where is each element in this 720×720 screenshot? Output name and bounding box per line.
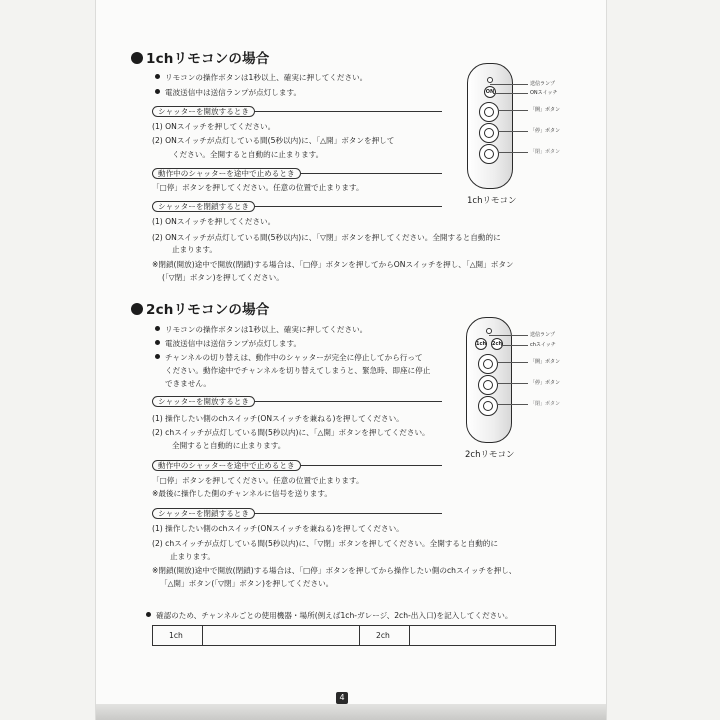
section2-bullet-3-cont-1: ください。動作途中でチャンネルを切り替えてしまうと、緊急時、即座に停止 — [165, 366, 431, 375]
callout-line — [498, 110, 528, 111]
ch2-value-cell[interactable] — [410, 626, 556, 646]
open-button-icon — [479, 102, 499, 122]
section2-close-label: シャッターを閉鎖するとき — [152, 508, 255, 519]
scan-shadow — [96, 704, 606, 720]
section2-note-1: ※閉鎖(開放)途中で開放(閉鎖)する場合は、「□停」ボタンを押してから操作したい側のchスイッチを押し、 — [152, 566, 517, 575]
section2-close-line-1: (1) 操作したい側のchスイッチ(ONスイッチを兼ねる)を押してください。 — [152, 524, 404, 533]
callout-line — [497, 383, 528, 384]
section1-open-label: シャッターを開放するとき — [152, 106, 255, 117]
send-lamp-icon — [487, 77, 493, 83]
section2-stop-line-2: ※最後に操作した側のチャンネルに信号を送ります。 — [152, 489, 332, 498]
section1-stop-label: 動作中のシャッターを途中で止めるとき — [152, 168, 301, 179]
section2-bullet-3: チャンネルの切り替えは、動作中のシャッターが完全に停止してから行って — [155, 353, 423, 363]
section1-close-line-3: 止まります。 — [172, 245, 217, 254]
callout-on-switch: ONスイッチ — [530, 90, 558, 96]
open-button-icon — [478, 354, 498, 374]
page-number: 4 — [336, 692, 348, 704]
close-button-icon — [479, 144, 499, 164]
section1-open-line-1: (1) ONスイッチを押してください。 — [152, 122, 276, 131]
section2-open-line-3: 全開すると自動的に止まります。 — [172, 441, 286, 450]
section1-note-1: ※閉鎖(開放)途中で開放(閉鎖)する場合は、「□停」ボタンを押してからONスイッチを押し、「△開」ボタン — [152, 260, 514, 269]
callout-line — [498, 152, 528, 153]
ch2-label-cell: 2ch — [360, 626, 410, 646]
ch2-switch-button — [491, 338, 503, 350]
ch1-switch-label: 1ch — [476, 341, 487, 347]
ch2-switch-label: 2ch — [492, 341, 503, 347]
section2-close-line-3: 止まります。 — [170, 552, 215, 561]
callout-send-lamp: 送信ランプ — [530, 332, 556, 338]
callout-line — [489, 335, 528, 336]
section2-bullet-2: 電波送信中は送信ランプが点灯します。 — [155, 339, 301, 349]
callout-close-button: 「閉」ボタン — [530, 149, 561, 155]
callout-line — [498, 131, 528, 132]
section1-heading-text: 1chリモコンの場合 — [146, 51, 270, 67]
section2-open-line-2: (2) chスイッチが点灯している間(5秒以内)に、「△開」ボタンを押してください。 — [152, 428, 430, 437]
section1-stop-line-1: 「□停」ボタンを押してください。任意の位置で止まります。 — [152, 183, 364, 192]
on-switch-button — [484, 86, 496, 98]
section1-open-line-2: (2) ONスイッチが点灯している間(5秒以内)に、「△開」ボタンを押して — [152, 136, 395, 145]
ch1-label-cell: 1ch — [153, 626, 203, 646]
callout-stop-button: 「停」ボタン — [530, 380, 561, 386]
section2-open-line-1: (1) 操作したい側のchスイッチ(ONスイッチを兼ねる)を押してください。 — [152, 414, 404, 423]
on-switch-label: ON — [485, 89, 495, 95]
record-instruction: 確認のため、チャンネルごとの使用機器・場所(例えば1ch-ガレージ、2ch-出入口)を記入してください。 — [146, 611, 512, 621]
section1-close-label: シャッターを閉鎖するとき — [152, 201, 255, 212]
section1-note-2: (「▽閉」ボタン)を押してください。 — [162, 273, 284, 282]
channel-record-table — [152, 625, 556, 646]
section1-heading — [131, 47, 270, 67]
send-lamp-icon — [486, 328, 492, 334]
section1-close-line-1: (1) ONスイッチを押してください。 — [152, 217, 276, 226]
section2-heading-text: 2chリモコンの場合 — [146, 302, 270, 318]
section2-note-2: 「△開」ボタン(「▽閉」ボタン)を押してください。 — [160, 579, 334, 588]
heading-bullet-icon — [131, 303, 143, 315]
section2-bullet-3-cont-2: できません。 — [165, 379, 212, 388]
section1-open-line-3: ください。全開すると自動的に止まります。 — [172, 150, 324, 159]
callout-line — [497, 404, 528, 405]
callout-line — [501, 345, 528, 346]
callout-open-button: 「開」ボタン — [530, 107, 561, 113]
ch1-value-cell[interactable] — [203, 626, 360, 646]
section1-bullet-2: 電波送信中は送信ランプが点灯します。 — [155, 88, 301, 98]
stop-button-icon — [479, 123, 499, 143]
callout-close-button: 「閉」ボタン — [530, 401, 561, 407]
remote-1ch-caption: 1chリモコン — [467, 196, 517, 206]
callout-open-button: 「開」ボタン — [530, 359, 561, 365]
section2-stop-label: 動作中のシャッターを途中で止めるとき — [152, 460, 301, 471]
stop-button-icon — [478, 375, 498, 395]
remote-2ch-caption: 2chリモコン — [465, 450, 515, 460]
callout-stop-button: 「停」ボタン — [530, 128, 561, 134]
section2-heading — [131, 298, 270, 318]
section2-open-label: シャッターを開放するとき — [152, 396, 255, 407]
heading-bullet-icon — [131, 52, 143, 64]
callout-send-lamp: 送信ランプ — [530, 81, 556, 87]
callout-line — [493, 93, 528, 94]
section1-close-line-2: (2) ONスイッチが点灯している間(5秒以内)に、「▽閉」ボタンを押してください。全開すると自動的に — [152, 233, 501, 242]
section2-close-line-2: (2) chスイッチが点灯している間(5秒以内)に、「▽閉」ボタンを押してください。全開すると自動的に — [152, 539, 498, 548]
remote-1ch-illustration — [467, 63, 513, 189]
ch1-switch-button — [475, 338, 487, 350]
callout-ch-switch: chスイッチ — [530, 342, 556, 348]
callout-line — [490, 84, 528, 85]
table-row — [153, 626, 556, 646]
callout-line — [497, 362, 528, 363]
section1-bullet-1: リモコンの操作ボタンは1秒以上、確実に押してください。 — [155, 73, 367, 83]
section2-bullet-1: リモコンの操作ボタンは1秒以上、確実に押してください。 — [155, 325, 367, 335]
close-button-icon — [478, 396, 498, 416]
section2-stop-line-1: 「□停」ボタンを押してください。任意の位置で止まります。 — [152, 476, 364, 485]
